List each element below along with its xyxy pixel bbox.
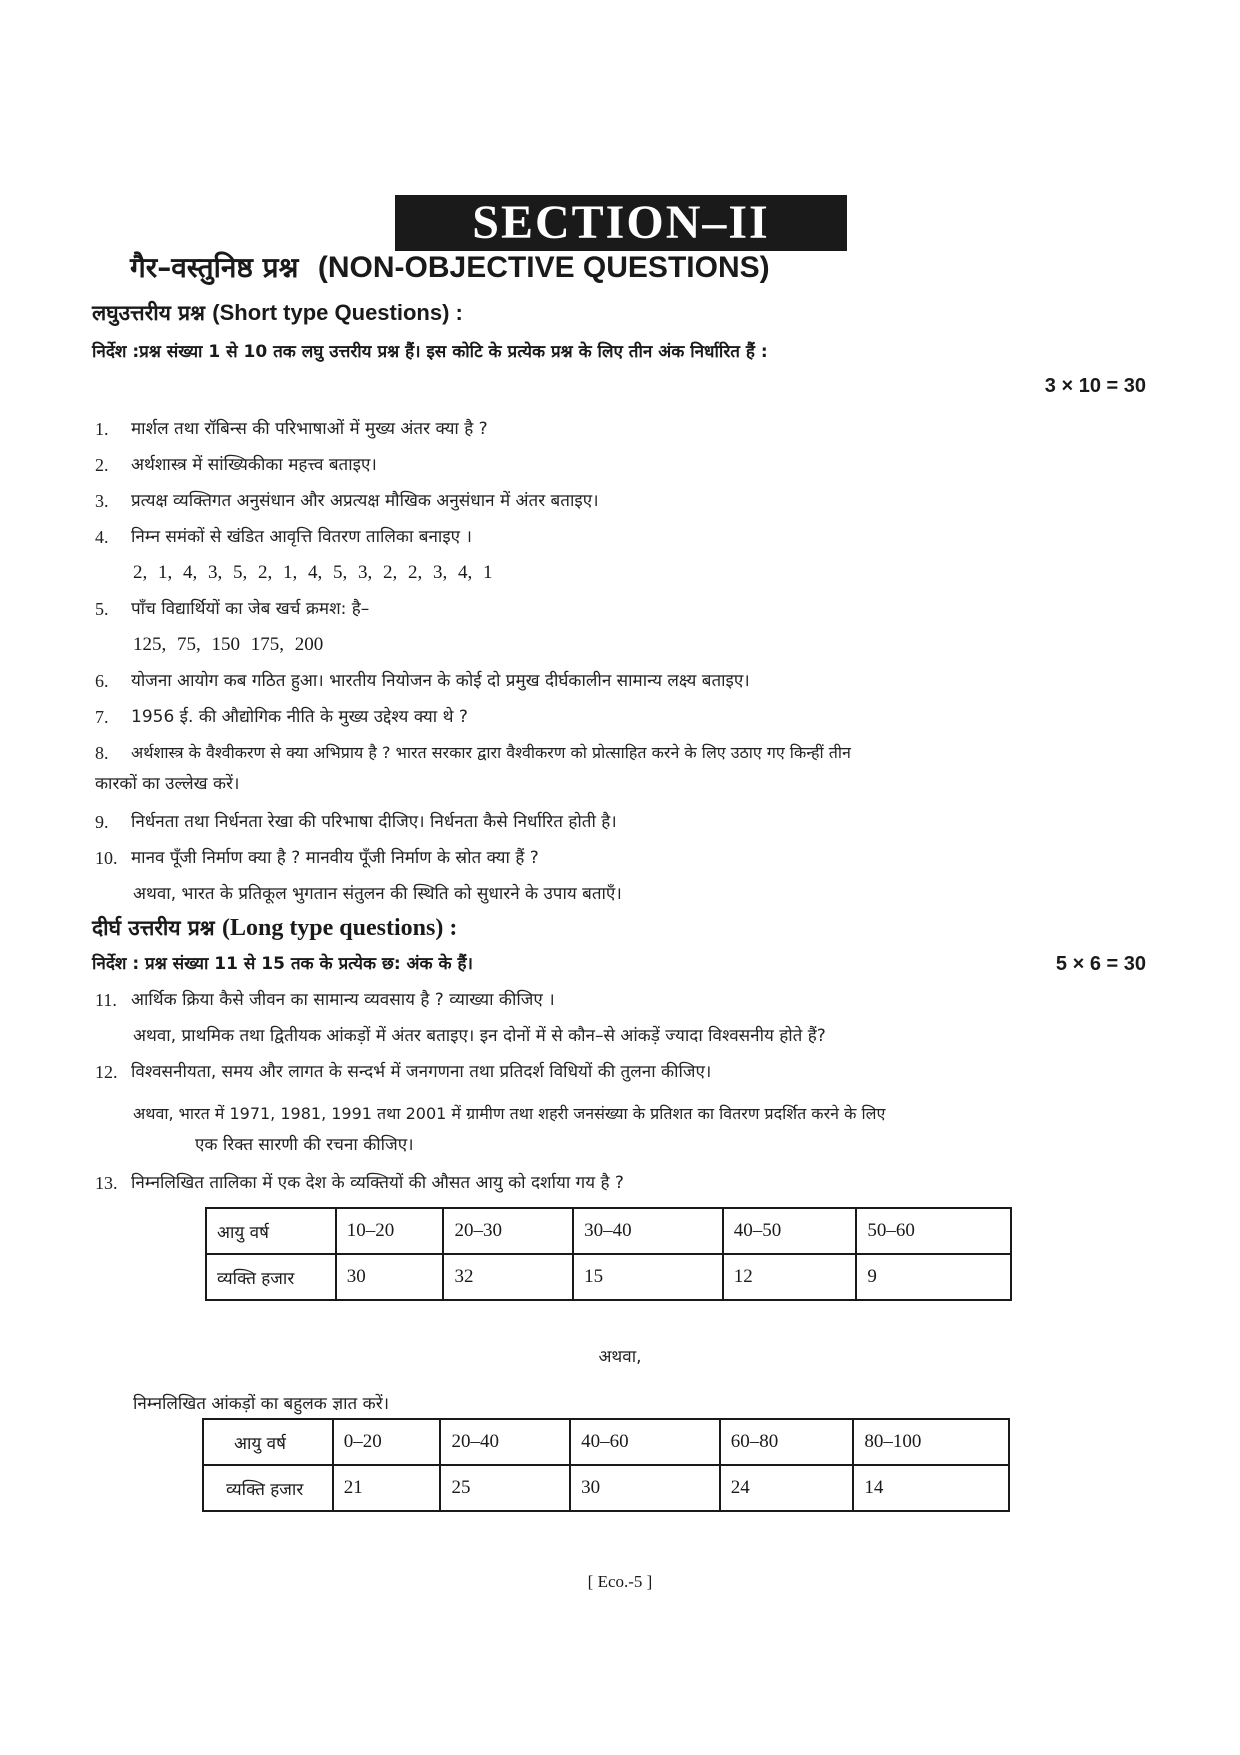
table-cell: 40–60	[570, 1419, 720, 1465]
question-text: निम्न समंकों से खंडित आवृत्ति वितरण तालिका बनाइए ।	[131, 527, 472, 547]
question-5-data: 125, 75, 150 175, 200	[133, 634, 324, 655]
short-heading-hindi: लघुउत्तरीय प्रश्न	[92, 301, 205, 325]
table-cell: 10–20	[336, 1208, 444, 1254]
question-number: 5.	[95, 599, 109, 619]
table-cell: 9	[856, 1254, 1011, 1300]
table-row	[203, 1465, 1009, 1511]
question-7	[95, 703, 1155, 731]
table-cell: 30	[336, 1254, 444, 1300]
table-row	[203, 1419, 1009, 1465]
question-3	[95, 487, 1155, 515]
question-number: 2.	[95, 455, 109, 475]
or-separator: अथवा,	[598, 1347, 642, 1367]
question-4-data: 2, 1, 4, 3, 5, 2, 1, 4, 5, 3, 2, 2, 3, 4, 1	[133, 562, 493, 583]
question-number: 8.	[95, 743, 109, 763]
question-8	[95, 739, 1155, 767]
age-table-1	[205, 1207, 1012, 1301]
table-cell: 12	[723, 1254, 857, 1300]
table-cell: आयु वर्ष	[206, 1208, 336, 1254]
question-number: 9.	[95, 812, 109, 832]
table-cell: 40–50	[723, 1208, 857, 1254]
question-4	[95, 523, 1155, 551]
question-number: 3.	[95, 491, 109, 511]
table-cell: 50–60	[856, 1208, 1011, 1254]
question-6	[95, 667, 1155, 695]
question-10	[95, 844, 1155, 872]
question-number: 7.	[95, 707, 109, 727]
page-footer: [ Eco.-5 ]	[587, 1572, 653, 1591]
question-8-continuation: कारकों का उल्लेख करें।	[95, 774, 240, 794]
question-text: मार्शल तथा रॉबिन्स की परिभाषाओं में मुख्य अंतर क्या है ?	[131, 419, 488, 439]
question-text: अर्थशास्त्र में सांख्यिकीका महत्त्व बताइए।	[131, 455, 377, 475]
question-text: अर्थशास्त्र के वैश्वीकरण से क्या अभिप्राय है ? भारत सरकार द्वारा वैश्वीकरण को प्रोत्साहित करने के लिए उठाए गए किन्हीं तीन	[131, 743, 851, 762]
long-heading-hindi: दीर्घ उत्तरीय प्रश्न	[92, 916, 215, 940]
table-cell: 15	[573, 1254, 723, 1300]
question-11-or: अथवा, प्राथमिक तथा द्वितीयक आंकड़ों में अंतर बताइए। इन दोनों में से कौन–से आंकड़ें ज्यादा विश्वसनीय होते हैं?	[133, 1026, 826, 1046]
short-heading-english: (Short type Questions) :	[212, 300, 463, 325]
question-number: 13.	[95, 1173, 118, 1193]
subtitle-english: (NON-OBJECTIVE QUESTIONS)	[317, 251, 770, 284]
question-13	[95, 1169, 1155, 1197]
age-table-2	[202, 1418, 1010, 1512]
long-questions-heading	[92, 913, 457, 943]
question-number: 1.	[95, 419, 109, 439]
question-text: योजना आयोग कब गठित हुआ। भारतीय नियोजन के कोई दो प्रमुख दीर्घकालीन सामान्य लक्ष्य बताइए।	[131, 671, 750, 691]
question-5	[95, 595, 1155, 623]
table-cell: 14	[853, 1465, 1009, 1511]
question-13-or-text: निम्नलिखित आंकड़ों का बहुलक ज्ञात करें।	[133, 1394, 390, 1414]
table-cell: 30–40	[573, 1208, 723, 1254]
table-cell: 60–80	[720, 1419, 854, 1465]
question-10-or: अथवा, भारत के प्रतिकूल भुगतान संतुलन की स्थिति को सुधारने के उपाय बताएँ।	[133, 884, 622, 904]
question-text: मानव पूँजी निर्माण क्या है ? मानवीय पूँजी निर्माण के स्रोत क्या हैं ?	[131, 848, 539, 868]
table-cell: आयु वर्ष	[203, 1419, 333, 1465]
section-subtitle	[130, 250, 1110, 286]
question-text: विश्वसनीयता, समय और लागत के सन्दर्भ में जनगणना तथा प्रतिदर्श विधियों की तुलना कीजिए।	[131, 1062, 712, 1082]
long-instruction: निर्देश : प्रश्न संख्या 11 से 15 तक के प्रत्येक छ: अंक के हैं।	[92, 954, 473, 974]
question-11	[95, 986, 1155, 1014]
short-marks: 3 × 10 = 30	[1044, 375, 1146, 397]
question-1	[95, 415, 1155, 443]
table-cell: 32	[443, 1254, 573, 1300]
short-questions-heading	[92, 298, 463, 328]
section-title-banner: SECTION–II	[395, 195, 847, 251]
question-text: 1956 ई. की औद्योगिक नीति के मुख्य उद्देश्य क्या थे ?	[131, 707, 468, 727]
question-12-or-line1: अथवा, भारत में 1971, 1981, 1991 तथा 2001 में ग्रामीण तथा शहरी जनसंख्या के प्रतिशत का वितरण प्रदर्शित करने के लिए	[133, 1104, 886, 1123]
table-row	[206, 1208, 1011, 1254]
long-marks: 5 × 6 = 30	[1055, 953, 1146, 975]
long-heading-english: (Long type questions) :	[221, 915, 458, 941]
subtitle-hindi: गैर–वस्तुनिष्ठ प्रश्न	[130, 251, 299, 284]
table-cell: व्यक्ति हजार	[206, 1254, 336, 1300]
question-number: 11.	[95, 990, 117, 1010]
question-text: निम्नलिखित तालिका में एक देश के व्यक्तियों की औसत आयु को दर्शाया गय है ?	[131, 1173, 624, 1193]
question-12-or-line2: एक रिक्त सारणी की रचना कीजिए।	[195, 1135, 414, 1155]
question-number: 12.	[95, 1062, 118, 1082]
question-text: पाँच विद्यार्थियों का जेब खर्च क्रमश: है–	[131, 599, 370, 619]
question-text: आर्थिक क्रिया कैसे जीवन का सामान्य व्यवसाय है ? व्याख्या कीजिए ।	[131, 990, 555, 1010]
table-row	[206, 1254, 1011, 1300]
table-cell: 20–40	[440, 1419, 570, 1465]
question-text: निर्धनता तथा निर्धनता रेखा की परिभाषा दीजिए। निर्धनता कैसे निर्धारित होती है।	[131, 812, 617, 832]
question-number: 10.	[95, 848, 118, 868]
table-cell: 0–20	[333, 1419, 441, 1465]
table-cell: व्यक्ति हजार	[203, 1465, 333, 1511]
table-cell: 21	[333, 1465, 441, 1511]
table-cell: 24	[720, 1465, 854, 1511]
question-text: प्रत्यक्ष व्यक्तिगत अनुसंधान और अप्रत्यक्ष मौखिक अनुसंधान में अंतर बताइए।	[131, 491, 599, 511]
question-number: 4.	[95, 527, 109, 547]
question-9	[95, 808, 1155, 836]
short-instruction: निर्देश :प्रश्न संख्या 1 से 10 तक लघु उत्तरीय प्रश्न हैं। इस कोटि के प्रत्येक प्रश्न के लिए तीन अंक निर्धारित हैं :	[92, 342, 768, 362]
question-2	[95, 451, 1155, 479]
table-cell: 80–100	[853, 1419, 1009, 1465]
table-cell: 25	[440, 1465, 570, 1511]
question-number: 6.	[95, 671, 109, 691]
table-cell: 30	[570, 1465, 720, 1511]
table-cell: 20–30	[443, 1208, 573, 1254]
question-12	[95, 1058, 1155, 1086]
